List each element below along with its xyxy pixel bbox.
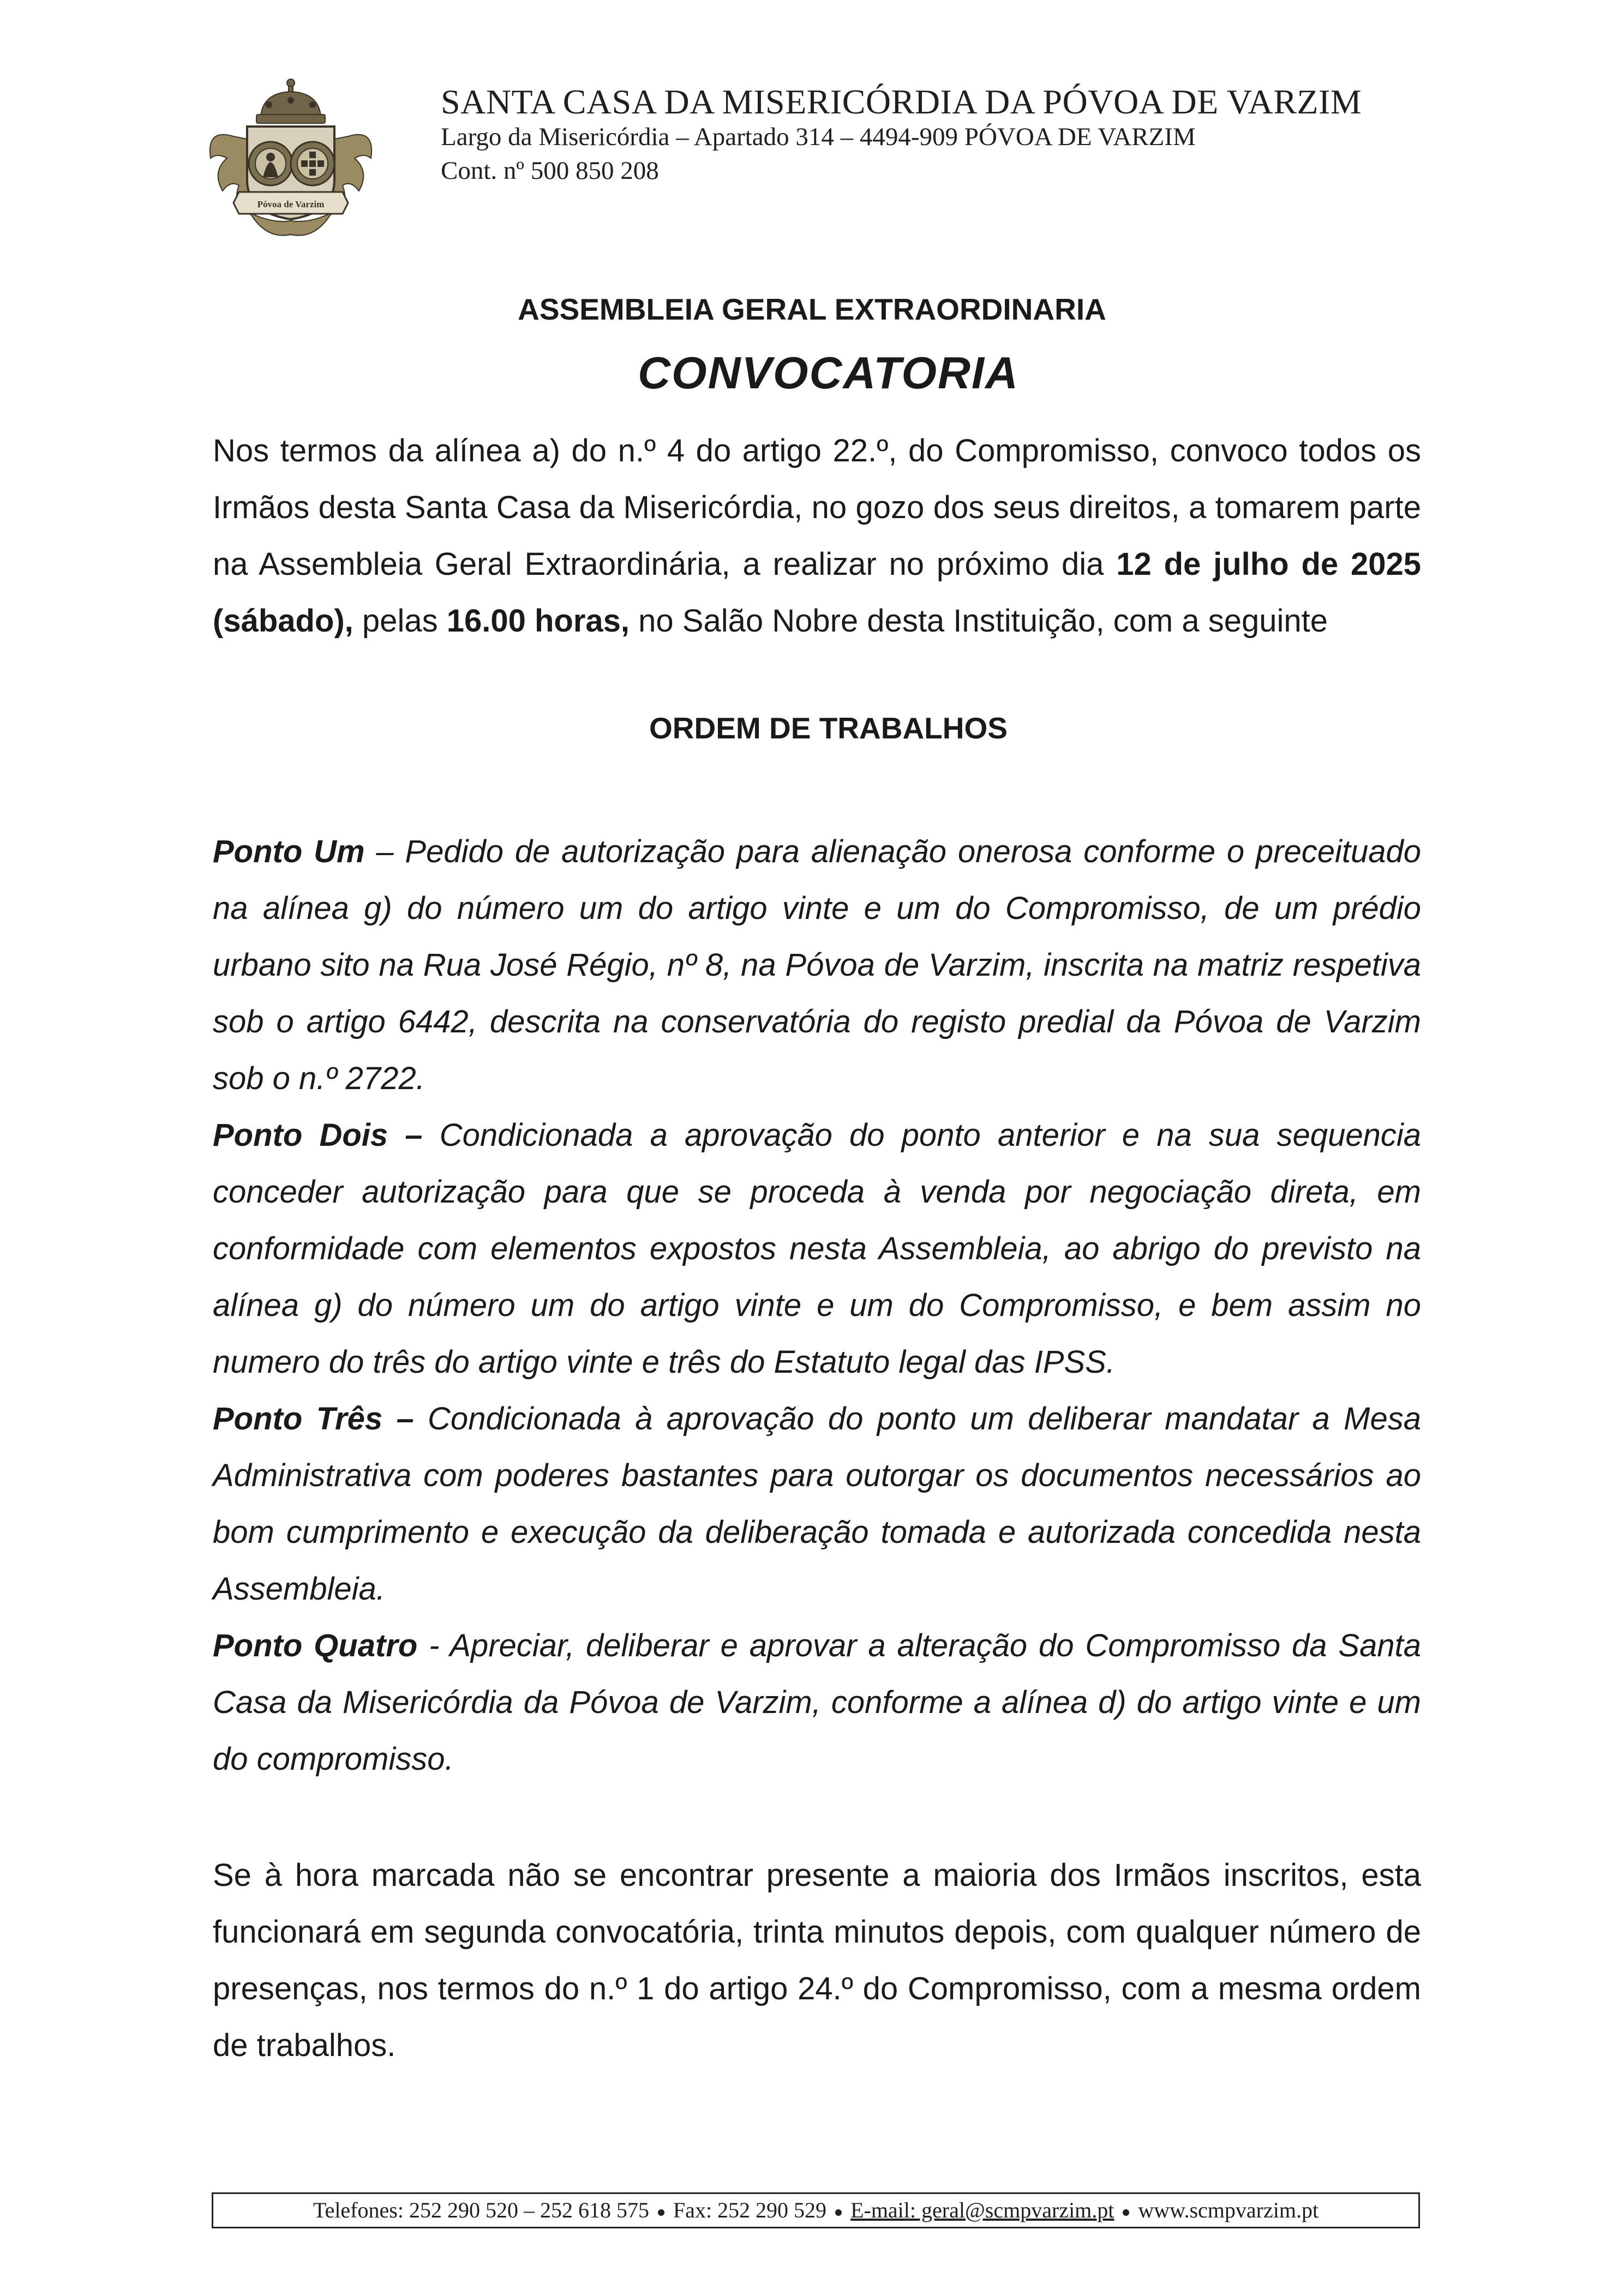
agenda-heading: ORDEM DE TRABALHOS [649, 711, 1008, 745]
footer-fax: Fax: 252 290 529 [673, 2198, 827, 2222]
bullet-icon [658, 2209, 664, 2216]
bullet-icon [835, 2209, 842, 2216]
meeting-time: 16.00 horas, [446, 603, 630, 639]
intro-text-3: no Salão Nobre desta Instituição, com a seguinte [630, 603, 1328, 639]
agenda-item-label: Ponto Quatro [213, 1628, 418, 1663]
footer-phones: Telefones: 252 290 520 – 252 618 575 [313, 2198, 649, 2222]
agenda-item-label: Ponto Um [213, 834, 365, 869]
agenda-list [213, 824, 1421, 1788]
agenda-item [213, 1391, 1421, 1618]
contribuinte-number: Cont. nº 500 850 208 [441, 157, 659, 185]
agenda-item [213, 824, 1421, 1107]
intro-text-2: pelas [353, 603, 447, 639]
assembly-type-heading: ASSEMBLEIA GERAL EXTRAORDINARIA [518, 292, 1106, 326]
agenda-item-label: Ponto Dois – [213, 1117, 423, 1153]
intro-text-1: Nos termos da alínea a) do n.º 4 do artigo 22.º, do Compromisso, convoco todos os Irmãos desta Santa Casa da Misericórdia, no gozo dos seus direitos, a tomarem parte na Assembleia Geral Extraordinária, a realizar no próximo dia [213, 433, 1421, 582]
bullet-icon [1123, 2209, 1129, 2216]
contact-footer [212, 2192, 1420, 2228]
document-title: CONVOCATORIA [638, 347, 1019, 398]
agenda-item-text: – Pedido de autorização para alienação onerosa conforme o preceituado na alínea g) do número um do artigo vinte e um do Compromisso, de um prédio urbano sito na Rua José Régio, nº 8, na Póvoa de Varzim, inscrita na matriz respetiva sob o artigo 6442, descrita na conservatória do registo predial da Póvoa de Varzim sob o n.º 2722. [213, 834, 1421, 1096]
crest-banner-text: Póvoa de Varzim [257, 199, 325, 209]
convocation-paragraph [213, 423, 1421, 650]
footer-email-link[interactable]: E-mail: geral@scmpvarzim.pt [850, 2198, 1114, 2222]
agenda-item-text: Condicionada à aprovação do ponto um deliberar mandatar a Mesa Administrativa com poderes bastantes para outorgar os documentos necessários ao bom cumprimento e execução da deliberação tomada e autorizada concedida nesta Assembleia. [213, 1401, 1421, 1607]
agenda-item [213, 1618, 1421, 1788]
agenda-item [213, 1107, 1421, 1391]
coat-of-arms-logo [201, 76, 381, 240]
footer-website-link[interactable]: www.scmpvarzim.pt [1138, 2198, 1319, 2222]
institution-address: Largo da Misericórdia – Apartado 314 – 4494-909 PÓVOA DE VARZIM [441, 123, 1196, 151]
letterhead [0, 0, 1624, 240]
institution-name: SANTA CASA DA MISERICÓRDIA DA PÓVOA DE VARZIM [441, 82, 1362, 121]
meeting-date: 12 de julho de 2025 (sábado), [213, 546, 1421, 639]
agenda-item-label: Ponto Três – [213, 1401, 414, 1436]
agenda-item-text: - Apreciar, deliberar e aprovar a alteração do Compromisso da Santa Casa da Misericórdia da Póvoa de Varzim, conforme a alínea d) do artigo vinte e um do compromisso. [213, 1628, 1421, 1777]
quorum-paragraph: Se à hora marcada não se encontrar presente a maioria dos Irmãos inscritos, esta funcionará em segunda convocatória, trinta minutos depois, com qualquer número de presenças, nos termos do n.º 1 do artigo 24.º do Compromisso, com a mesma ordem de trabalhos. [213, 1858, 1421, 2063]
agenda-item-text: Condicionada a aprovação do ponto anterior e na sua sequencia conceder autorização para que se proceda à venda por negociação direta, em conformidade com elementos expostos nesta Assembleia, ao abrigo do previsto na alínea g) do número um do artigo vinte e um do Compromisso, e bem assim no numero do três do artigo vinte e três do Estatuto legal das IPSS. [213, 1117, 1421, 1380]
